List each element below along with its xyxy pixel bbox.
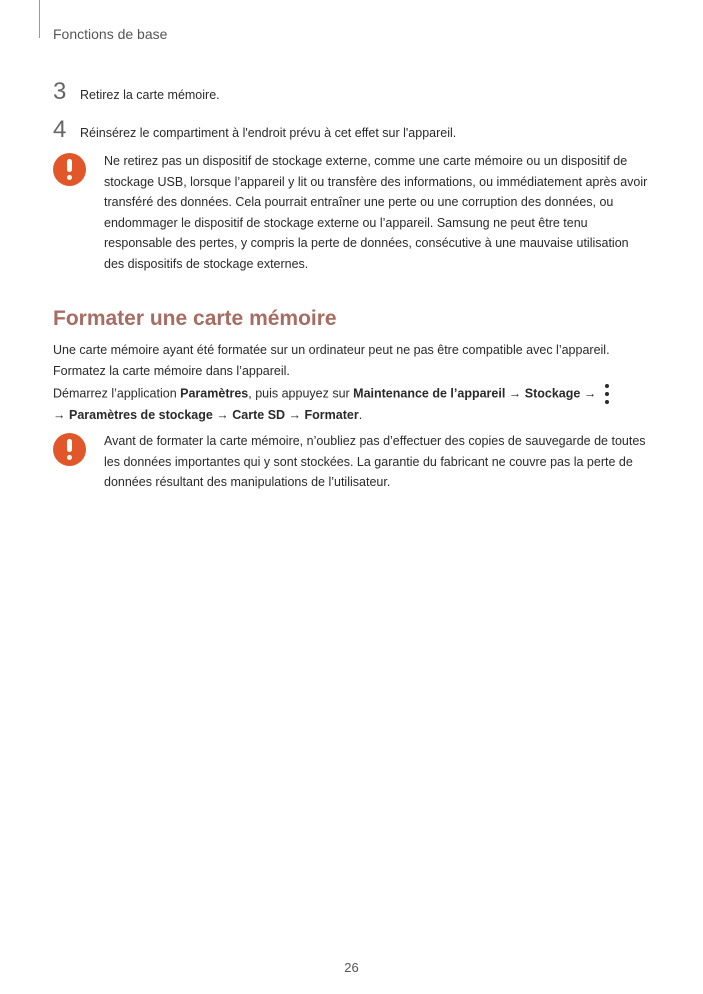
step-number: 3 — [53, 78, 67, 105]
instruction-paragraph — [53, 383, 653, 426]
page-number: 26 — [344, 960, 359, 975]
step-3 — [53, 80, 220, 104]
step-text: Réinsérez le compartiment à l'endroit prévu à cet effet sur l'appareil. — [80, 126, 457, 140]
warning-text: Avant de formater la carte mémoire, n’oubliez pas d’effectuer des copies de sauvegarde de toutes les données importantes qui y sont stockées. La garantie du fabricant ne couvre pas la perte de données résultant des manipulations de l’utilisateur. — [104, 434, 646, 489]
menu-path-item: Maintenance de l’appareil — [353, 386, 506, 401]
instruction-text: , puis appuyez sur — [248, 386, 354, 401]
warning-note-1 — [53, 151, 653, 274]
instruction-text: . — [358, 408, 363, 422]
arrow: → — [285, 408, 305, 422]
menu-path-item: Formater — [304, 408, 359, 422]
step-text: Retirez la carte mémoire. — [80, 88, 220, 102]
warning-icon — [53, 433, 86, 466]
margin-rule — [39, 0, 40, 38]
section-title: Formater une carte mémoire — [53, 307, 337, 330]
warning-icon — [53, 153, 86, 186]
menu-path-item: Stockage — [524, 386, 581, 401]
section-intro: Une carte mémoire ayant été formatée sur un ordinateur peut ne pas être compatible avec l’appareil. Formatez la carte mémoire dans l’appareil. — [53, 343, 610, 378]
warning-note-2 — [53, 431, 653, 493]
warning-text: Ne retirez pas un dispositif de stockage externe, comme une carte mémoire ou un dispositif de stockage USB, lorsque l’appareil y lit ou transfère des informations, ou immédiatement après avoir transféré des données. Cela pourrait entraîner une perte ou une corruption des données, ou endommager le dispositif de stockage externe ou l’appareil. Samsung ne peut être tenu responsable des pertes, y compris la perte de données, consécutive à une mauvaise utilisation des dispositifs de stockage externes. — [104, 154, 648, 271]
step-4 — [53, 118, 456, 142]
arrow: → — [580, 386, 600, 401]
instruction-text: Démarrez l’application — [53, 386, 181, 401]
menu-path-item: Paramètres de stockage — [68, 408, 213, 422]
arrow: → — [212, 408, 233, 422]
arrow: → — [505, 386, 525, 401]
step-number: 4 — [53, 116, 67, 143]
more-options-icon — [603, 383, 611, 405]
arrow: → — [53, 408, 69, 422]
section-header: Fonctions de base — [53, 26, 168, 42]
app-name: Paramètres — [180, 386, 249, 401]
menu-path-item: Carte SD — [232, 408, 286, 422]
